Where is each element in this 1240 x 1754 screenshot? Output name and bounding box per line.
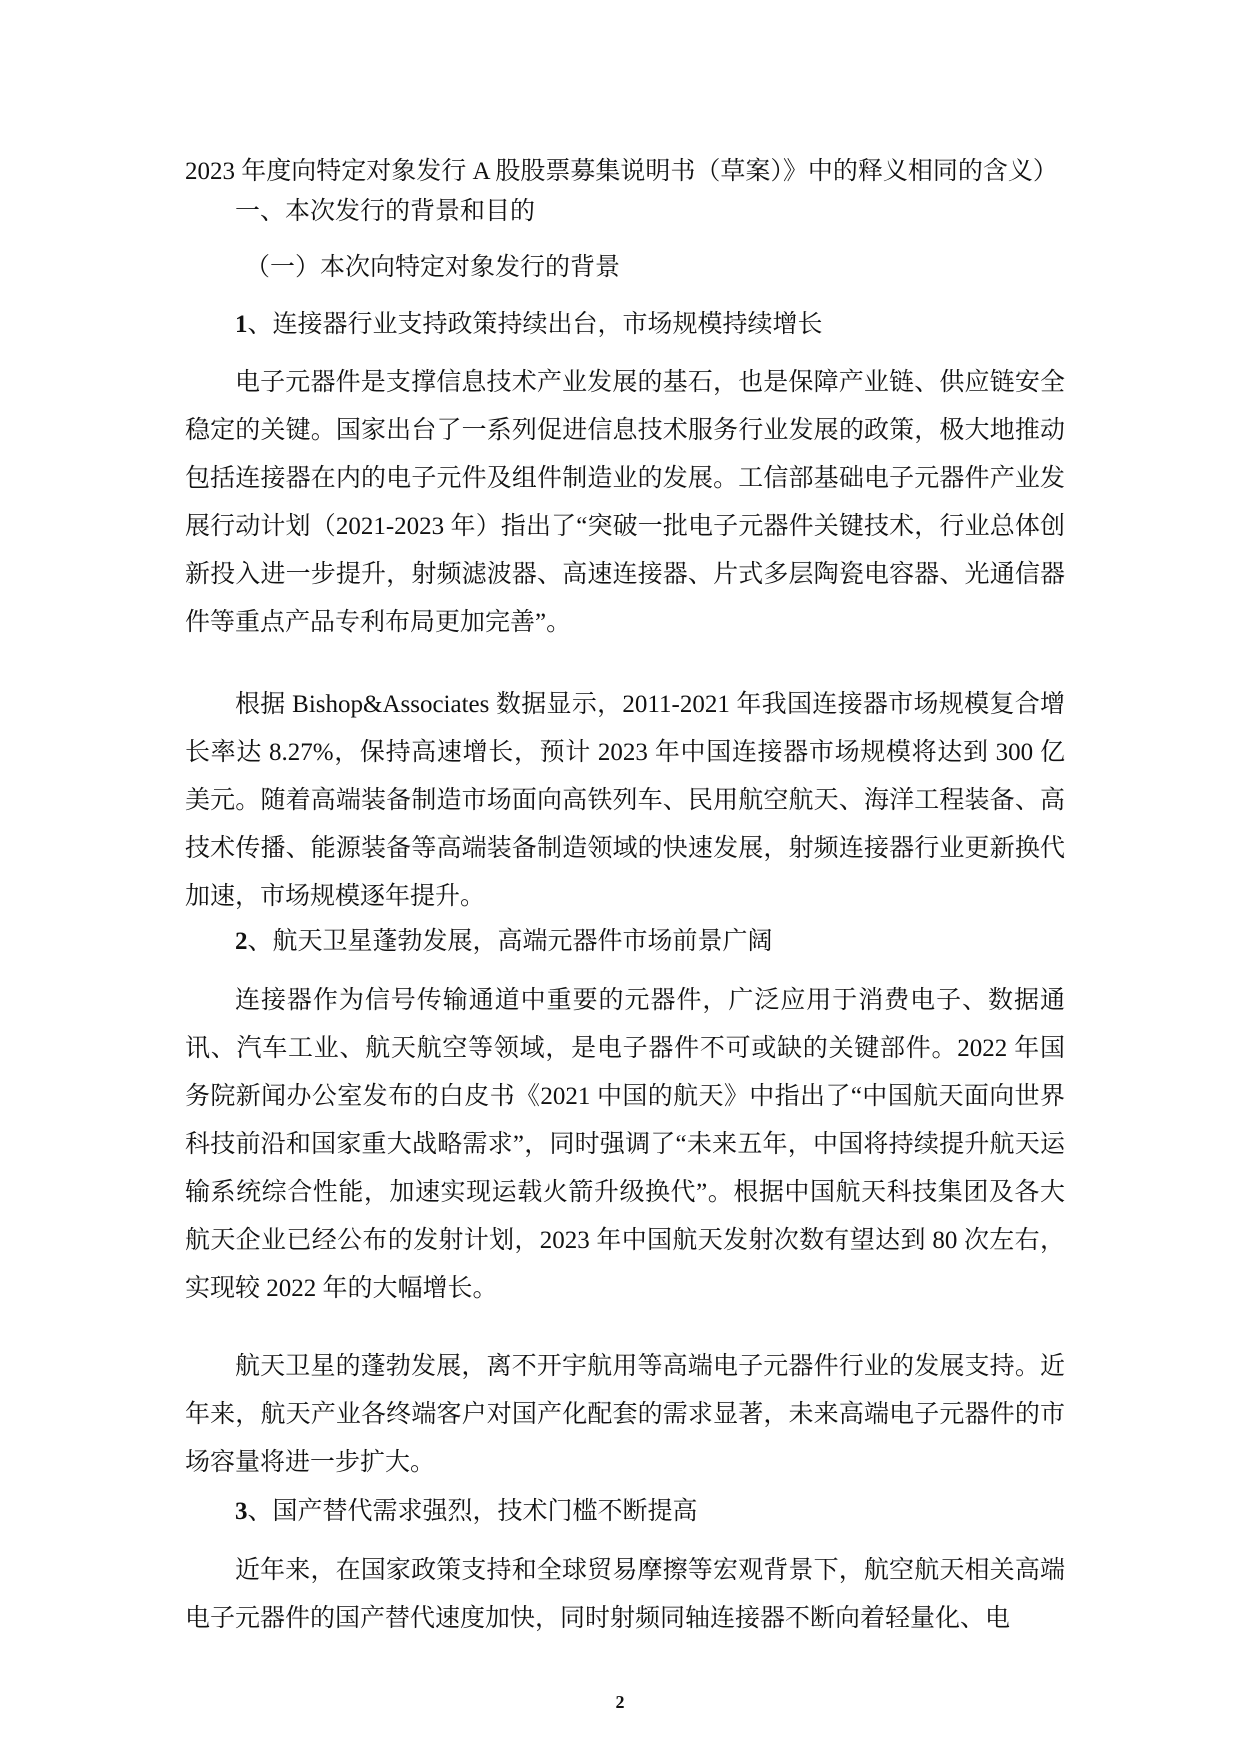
paragraph-text: 根据 Bishop&Associates 数据显示，2011-2021 年我国连接器市场规模复合增长率达 8.27%，保持高速增长，预计 2023 年中国连接器市场规模将达到 300 亿美元。随着高端装备制造市场面向高铁列车、民用航空航天、海洋工程装备、高技术传播、能源装备等高端装备制造领域的快速发展，射频连接器行业更新换代加速，市场规模逐年提升。: [185, 691, 1065, 910]
point-number: 3: [235, 1498, 248, 1525]
paragraph-1: [185, 359, 1065, 647]
page-number: 2: [615, 1692, 625, 1712]
paragraph-2: [185, 681, 1065, 921]
point-heading-2: [235, 918, 1115, 966]
section-heading: 一、本次发行的背景和目的: [235, 198, 536, 225]
subsection-heading: （一）本次向特定对象发行的背景: [245, 254, 621, 281]
intro-line: 2023 年度向特定对象发行 A 股股票募集说明书（草案）》中的释义相同的含义）: [185, 158, 1058, 185]
paragraph-text: 电子元器件是支撑信息技术产业发展的基石，也是保障产业链、供应链安全稳定的关键。国家出台了一系列促进信息技术服务行业发展的政策，极大地推动包括连接器在内的电子元件及组件制造业的发展。工信部基础电子元器件产业发展行动计划（2021-2023 年）指出了“突破一批电子元器件关键技术，行业总体创新投入进一步提升，射频滤波器、高速连接器、片式多层陶瓷电容器、光通信器件等重点产品专利布局更加完善”。: [185, 369, 1065, 636]
paragraph-text: 近年来，在国家政策支持和全球贸易摩擦等宏观背景下，航空航天相关高端电子元器件的国产替代速度加快，同时射频同轴连接器不断向着轻量化、电: [185, 1557, 1065, 1632]
point-title: 、国产替代需求强烈，技术门槛不断提高: [247, 1498, 698, 1525]
paragraph-text: 航天卫星的蓬勃发展，离不开宇航用等高端电子元器件行业的发展支持。近年来，航天产业各终端客户对国产化配套的需求显著，未来高端电子元器件的市场容量将进一步扩大。: [185, 1353, 1065, 1476]
paragraph-4: [185, 1343, 1065, 1487]
paragraph-text: 连接器作为信号传输通道中重要的元器件，广泛应用于消费电子、数据通讯、汽车工业、航天航空等领域，是电子器件不可或缺的关键部件。2022 年国务院新闻办公室发布的白皮书《2021 中国的航天》中指出了“中国航天面向世界科技前沿和国家重大战略需求”，同时强调了“未来五年，中国将持续提升航天运输系统综合性能，加速实现运载火箭升级换代”。根据中国航天科技集团及各大航天企业已经公布的发射计划，2023 年中国航天发射次数有望达到 80 次左右，实现较 2022 年的大幅增长。: [185, 987, 1065, 1302]
paragraph-5: [185, 1547, 1065, 1643]
point-number: 2: [235, 928, 248, 955]
point-heading-3: [235, 1488, 1115, 1536]
point-number: 1: [235, 311, 248, 338]
paragraph-3: [185, 977, 1065, 1313]
point-title: 、连接器行业支持政策持续出台，市场规模持续增长: [247, 311, 823, 338]
point-heading-1: [235, 301, 1115, 349]
point-title: 、航天卫星蓬勃发展，高端元器件市场前景广阔: [247, 928, 773, 955]
